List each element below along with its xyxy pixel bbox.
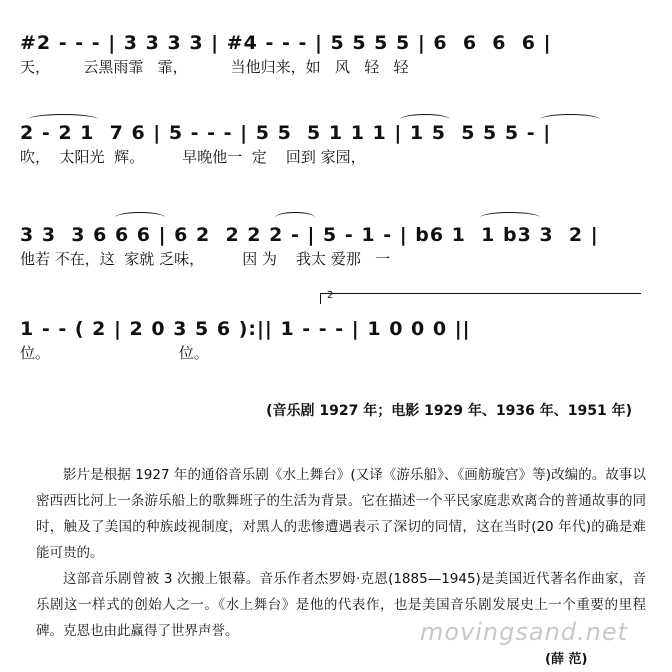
notation-line: 1 - - ( 2 | 2 0 3 5 6 ):|| 1 - - - | 1 0 0 0 || xyxy=(20,318,471,340)
slur-mark xyxy=(115,212,165,223)
lyrics-line: 他若 不在，这 家就 乏味， 因 为 我太 爱那 一 xyxy=(20,250,391,268)
notation-line: #2 - - - | 3 3 3 3 | #4 - - - | 5 5 5 5 | 6 6 6 6 | xyxy=(20,32,552,54)
lyrics-line: 天， 云黑雨霏 霏， 当他归来，如 风 轻 轻 xyxy=(20,58,409,76)
notation-line: 3 3 3 6 6 6 | 6 2 2 2 2 - | 5 - 1 - | b6 1 1 b3 3 2 | xyxy=(20,224,599,246)
article-paragraph-1: 影片是根据 1927 年的通俗音乐剧《水上舞台》(又译《游乐船》、《画舫璇宫》等)改编的。故事以密西西比河上一条游乐船上的歌舞班子的生活为背景。它在描述一个平民家庭悲欢离合的普通故事的同时，触及了美国的种族歧视制度，对黑人的悲惨遭遇表示了深切的同情，这在当时(20 年代)的确是难能可贵的。 xyxy=(36,467,646,561)
slur-mark xyxy=(400,114,450,125)
score-row-3 xyxy=(20,222,650,270)
score-row-4 xyxy=(20,316,650,364)
score-caption: (音乐剧 1927 年；电影 1929 年、1936 年、1951 年) xyxy=(266,403,632,419)
author-credit: (薛 范) xyxy=(545,652,588,667)
slur-mark xyxy=(540,114,600,125)
watermark: movingsand.net xyxy=(420,618,629,646)
slur-mark xyxy=(275,212,315,223)
article-paragraph-2: 这部音乐剧曾被 3 次搬上银幕。音乐作者杰罗姆·克恩(1885—1945)是美国近代著名作曲家，音乐剧这一样式的创始人之一。《水上舞台》是他的代表作，也是美国音乐剧发展史上一个重要的里程碑。克恩也由此赢得了世界声誉。 xyxy=(36,571,646,639)
notation-line: 2 - 2 1 7 6 | 5 - - - | 5 5 5 1 1 1 | 1 5 5 5 5 - | xyxy=(20,122,552,144)
slur-mark xyxy=(480,212,540,223)
score-row-1 xyxy=(20,30,650,78)
volta-number: 2 xyxy=(327,290,334,301)
lyrics-line: 位。 位。 xyxy=(20,344,209,362)
score-row-2 xyxy=(20,120,650,168)
lyrics-line: 吹， 太阳光 辉。 早晚他一 定 回到 家园， xyxy=(20,148,366,166)
volta-bracket xyxy=(320,290,641,304)
slur-mark xyxy=(28,114,98,125)
